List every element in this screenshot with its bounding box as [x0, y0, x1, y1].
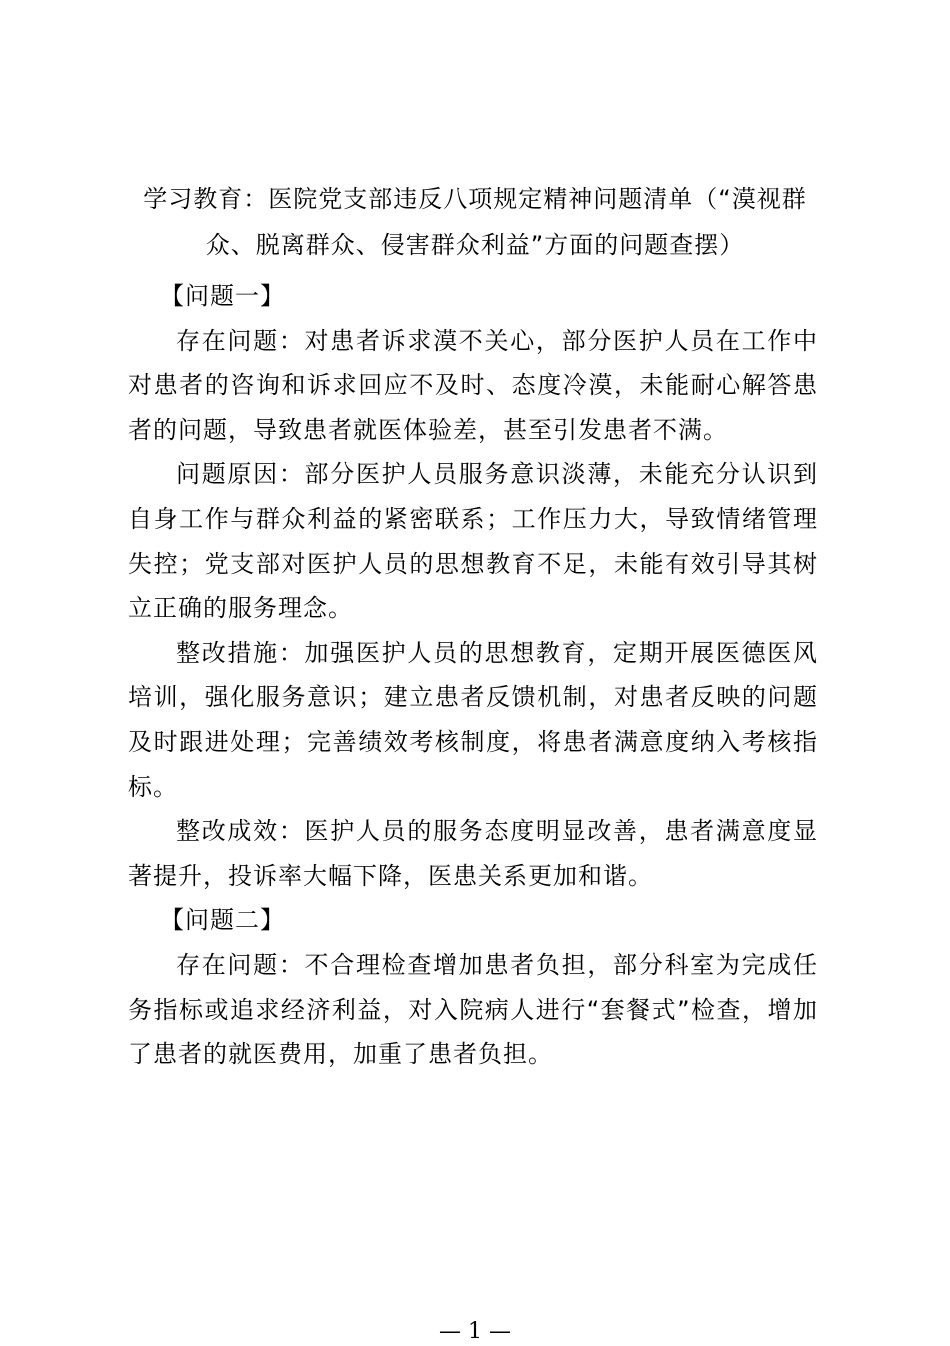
page-number: — 1 —: [439, 1319, 511, 1344]
paragraph-cause-1: 问题原因：部分医护人员服务意识淡薄，未能充分认识到自身工作与群众利益的紧密联系；工作压力大，导致情绪管理失控；党支部对医护人员的思想教育不足，未能有效引导其树立正确的服务理念。: [128, 460, 818, 623]
section-heading-1: 【问题一】: [160, 282, 285, 310]
paragraph-problem-1: 存在问题：对患者诉求漠不关心，部分医护人员在工作中对患者的咨询和诉求回应不及时、态度冷漠，未能耐心解答患者的问题，导致患者就医体验差，甚至引发患者不满。: [128, 326, 818, 444]
title-line-1: 学习教育：医院党支部违反八项规定精神问题清单（“漠视群: [143, 185, 807, 213]
document-body: [128, 274, 818, 1077]
section-heading-2: 【问题二】: [160, 906, 285, 935]
paragraph-measures-1: 整改措施：加强医护人员的思想教育，定期开展医德医风培训，强化服务意识；建立患者反馈机制，对患者反映的问题及时跟进处理；完善绩效考核制度，将患者满意度纳入考核指标。: [128, 638, 818, 801]
paragraph-results-1: 整改成效：医护人员的服务态度明显改善，患者满意度显著提升，投诉率大幅下降，医患关系更加和谐。: [128, 817, 818, 890]
title-line-2: 众、脱离群众、侵害群众利益”方面的问题查摆）: [205, 231, 745, 259]
document-title: [128, 176, 822, 268]
paragraph-problem-2: 存在问题：不合理检查增加患者负担，部分科室为完成任务指标或追求经济利益，对入院病人进行“套餐式”检查，增加了患者的就医费用，加重了患者负担。: [128, 950, 818, 1069]
